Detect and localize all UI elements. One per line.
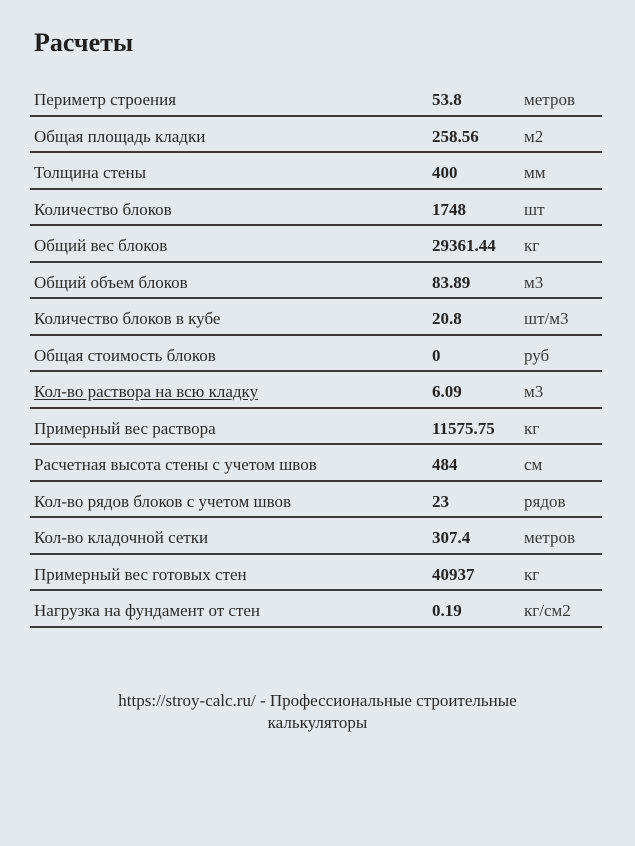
row-unit: кг	[524, 564, 540, 584]
row-value: 1748	[432, 199, 466, 219]
row-value: 484	[432, 455, 458, 474]
row-value: 0	[432, 345, 441, 365]
row-value: 11575.75	[432, 418, 495, 438]
row-label: Периметр строения	[34, 90, 177, 109]
table-row	[30, 117, 602, 154]
table-row	[30, 226, 602, 263]
results-table	[30, 80, 602, 628]
row-value: 23	[432, 491, 449, 511]
row-value: 6.09	[432, 382, 462, 401]
footer-tagline: - Профессиональные строительные	[255, 691, 517, 710]
row-unit: кг	[524, 236, 540, 255]
row-label: Количество блоков	[34, 199, 172, 219]
row-value: 258.56	[432, 126, 479, 146]
footer	[0, 690, 635, 734]
row-unit: руб	[524, 345, 550, 365]
row-label: Общий объем блоков	[34, 272, 188, 292]
table-row	[30, 591, 602, 628]
row-label: Примерный вес раствора	[34, 418, 216, 438]
row-unit: шт/м3	[524, 309, 569, 328]
row-unit: м3	[524, 272, 544, 292]
site-link[interactable]: https://stroy-calc.ru/	[118, 691, 256, 710]
row-unit: м3	[524, 382, 544, 401]
table-row	[30, 80, 602, 117]
row-value: 53.8	[432, 90, 462, 109]
row-label: Расчетная высота стены с учетом швов	[34, 455, 317, 474]
row-value: 20.8	[432, 309, 462, 328]
row-unit: кг/см2	[524, 601, 571, 620]
row-label: Толщина стены	[34, 163, 146, 182]
row-unit: метров	[524, 528, 575, 547]
table-row	[30, 518, 602, 555]
table-row	[30, 299, 602, 336]
table-row	[30, 482, 602, 519]
footer-line-1	[0, 690, 635, 712]
table-row	[30, 336, 602, 373]
row-unit: см	[524, 455, 543, 474]
row-label: Нагрузка на фундамент от стен	[34, 601, 261, 620]
table-row	[30, 409, 602, 446]
row-label: Количество блоков в кубе	[34, 309, 221, 328]
row-unit: шт	[524, 199, 545, 219]
row-unit: м2	[524, 126, 544, 146]
row-label: Общая площадь кладки	[34, 126, 206, 146]
footer-line-2: калькуляторы	[267, 713, 368, 732]
row-label: Общий вес блоков	[34, 236, 168, 255]
table-row	[30, 263, 602, 300]
row-value: 307.4	[432, 528, 471, 547]
table-row	[30, 445, 602, 482]
row-label: Кол-во рядов блоков с учетом швов	[34, 491, 292, 511]
row-unit: метров	[524, 90, 575, 109]
row-value: 400	[432, 163, 458, 182]
table-row	[30, 153, 602, 190]
row-unit: кг	[524, 418, 540, 438]
row-label: Общая стоимость блоков	[34, 345, 216, 365]
table-row	[30, 555, 602, 592]
row-value: 29361.44	[432, 236, 496, 255]
row-label: Примерный вес готовых стен	[34, 564, 247, 584]
row-value: 0.19	[432, 601, 462, 620]
page-title: Расчеты	[34, 28, 134, 57]
row-value: 40937	[432, 564, 475, 584]
row-value: 83.89	[432, 272, 471, 292]
table-row	[30, 372, 602, 409]
row-label: Кол-во кладочной сетки	[34, 528, 209, 547]
table-row	[30, 190, 602, 227]
mortar-volume-link[interactable]: Кол-во раствора на всю кладку	[34, 382, 259, 401]
row-unit: мм	[524, 163, 546, 182]
row-unit: рядов	[524, 491, 566, 511]
